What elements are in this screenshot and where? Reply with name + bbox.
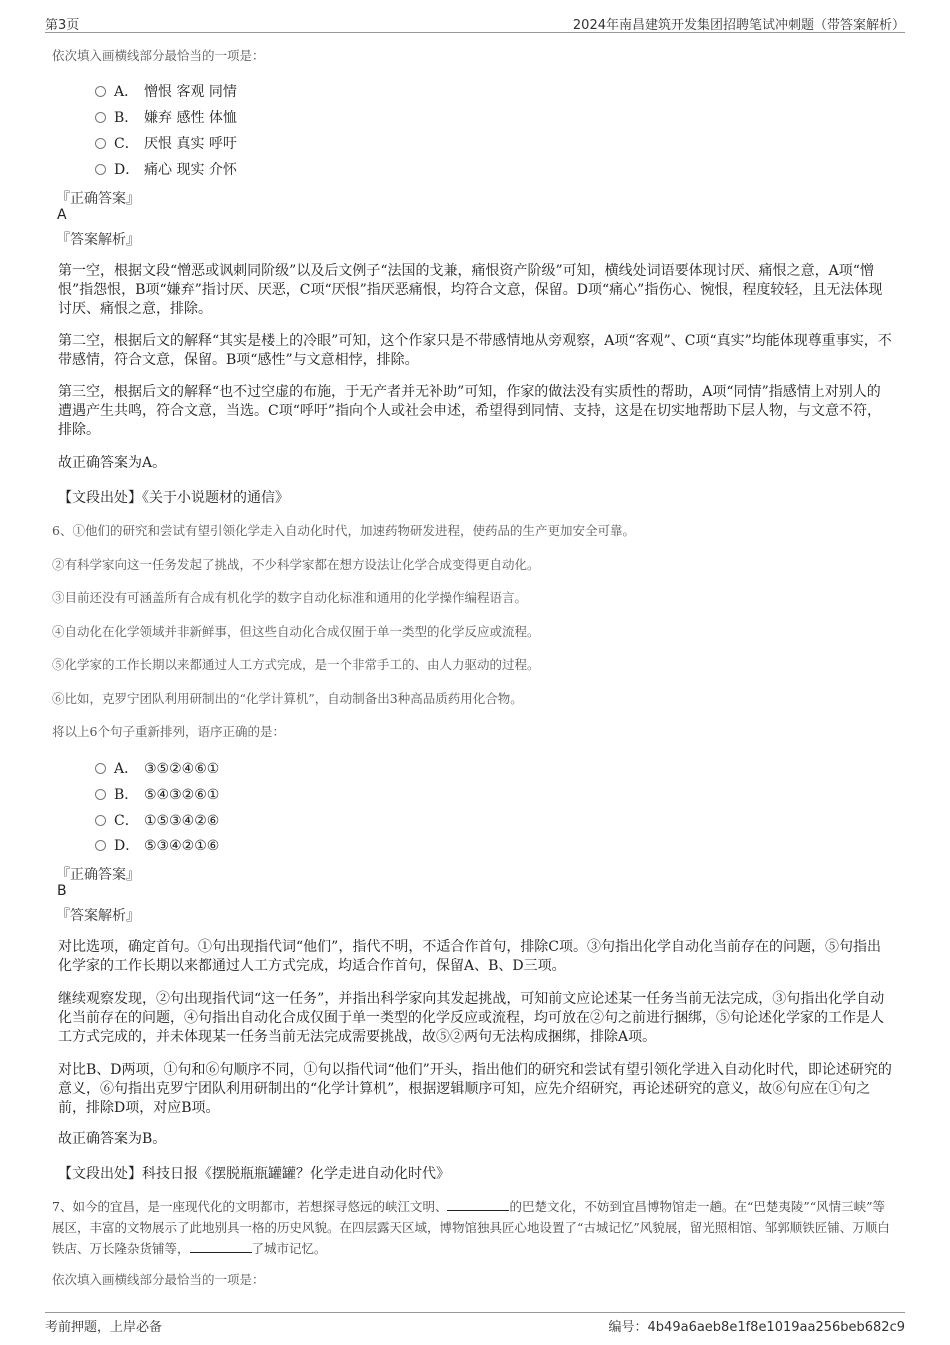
q7-prompt: 依次填入画横线部分最恰当的一项是： [52, 1272, 265, 1287]
q6-option-c[interactable]: C． ①⑤③④②⑥ [95, 811, 219, 831]
q5-analysis-paragraph: 第三空，根据后文的解释“也不过空虚的布施，于无产者并无补助”可知，作家的做法没有实质性的帮助，A项“同情”指感情上对别人的遭遇产生共鸣，符合文意，当选。C项“呼吁”指向个人或社会申述，希望得到同情、支持，这是在切实地帮助下层人物，与文意不符，排除。 [58, 384, 882, 438]
radio-icon[interactable] [95, 86, 106, 97]
q6-answer: B [57, 883, 67, 899]
q6-sentence-2: ②有科学家向这一任务发起了挑战，不少科学家都在想方设法让化学合成变得更自动化。 [52, 557, 540, 572]
q7-blank-1 [447, 1198, 509, 1211]
q5-analysis-label: 『答案解析』 [56, 232, 140, 248]
q5-conclusion: 故正确答案为A。 [58, 455, 167, 471]
q6-option-d[interactable]: D． ⑤③④②①⑥ [95, 836, 219, 856]
q5-answer: A [57, 207, 67, 223]
document-id: 编号：4b49a6aeb8e1f8e1019aa256beb682c9 [608, 1320, 905, 1335]
q6-answer-label: 『正确答案』 [56, 867, 140, 883]
q6-analysis-paragraph: 对比选项，确定首句。①句出现指代词“他们”，指代不明，不适合作首句，排除C项。③句指出化学自动化当前存在的问题，⑤句指出化学家的工作长期以来都通过人工方式完成，均适合作首句，保留A、B、D三项。 [58, 939, 882, 974]
q6-sentence-1: 6、①他们的研究和尝试有望引领化学走入自动化时代，加速药物研发进程，使药品的生产更加安全可靠。 [52, 523, 635, 538]
page-number: 第3页 [45, 18, 80, 33]
q5-answer-label: 『正确答案』 [56, 191, 140, 207]
radio-icon[interactable] [95, 112, 106, 123]
q5-analysis-paragraph: 第一空，根据文段“憎恶或讽刺同阶级”以及后文例子“法国的戈兼，痛恨资产阶级”可知，横线处词语要体现讨厌、痛恨之意，A项“憎恨”指怨恨，B项“嫌弃”指讨厌、厌恶，C项“厌恨”指厌恶痛恨，均符合文意，保留。D项“痛心”指伤心、惋恨，程度较轻，且无法体现讨厌、痛恨之意，排除。 [58, 263, 883, 317]
q6-sentence-3: ③目前还没有可涵盖所有合成有机化学的数字自动化标准和通用的化学操作编程语言。 [52, 590, 528, 605]
q5-prompt: 依次填入画横线部分最恰当的一项是： [52, 48, 265, 63]
q6-option-b[interactable]: B． ⑤④③②⑥① [95, 785, 219, 805]
q5-option-d[interactable]: D． 痛心 现实 介怀 [95, 160, 237, 180]
q5-option-a[interactable]: A． 憎恨 客观 同情 [95, 82, 237, 102]
q6-source: 【文段出处】科技日报《摆脱瓶瓶罐罐？化学走进自动化时代》 [58, 1166, 450, 1182]
radio-icon[interactable] [95, 789, 106, 800]
footer-slogan: 考前押题，上岸必备 [45, 1320, 163, 1335]
page-header [45, 12, 905, 33]
q7-blank-2 [190, 1240, 252, 1253]
q7-number: 7、 [52, 1199, 73, 1214]
q7-text: 7、如今的宜昌，是一座现代化的文明都市，若想探寻悠远的峡江文明、 的巴楚文化，不妨到宜昌博物馆走一趟。在“巴楚夷陵”“风情三峡”等展区，丰富的文物展示了此地别具一格的历史风貌。在四层露天区域，博物馆独具匠心地设置了“古城记忆”风貌展，留光照相馆、邹郭顺铁匠铺、万顺白铁店、万长隆杂货铺等， 了城市记忆。 [52, 1199, 890, 1256]
q5-source: 【文段出处】《关于小说题材的通信》 [58, 490, 289, 506]
q6-analysis-paragraph: 对比B、D两项，①句和⑥句顺序不同，①句以指代词“他们”开头，指出他们的研究和尝试有望引领化学进入自动化时代，即论述研究的意义，⑥句指出克罗宁团队利用研制出的“化学计算机”，根据逻辑顺序可知，应先介绍研究，再论述研究的意义，故⑥句应在①句之前，排除D项，对应B项。 [58, 1062, 892, 1116]
radio-icon[interactable] [95, 138, 106, 149]
radio-icon[interactable] [95, 763, 106, 774]
q5-analysis-paragraph: 第二空，根据后文的解释“其实是楼上的冷眼”可知，这个作家只是不带感情地从旁观察，A项“客观”、C项“真实”均能体现尊重事实，不带感情，符合文意，保留。B项“感性”与文意相悖，排除。 [58, 333, 892, 368]
q6-sentence-4: ④自动化在化学领域并非新鲜事，但这些自动化合成仅囿于单一类型的化学反应或流程。 [52, 624, 540, 639]
radio-icon[interactable] [95, 840, 106, 851]
q6-sentence-6: ⑥比如，克罗宁团队利用研制出的“化学计算机”，自动制备出3种高品质药用化合物。 [52, 691, 523, 706]
radio-icon[interactable] [95, 164, 106, 175]
q5-option-c[interactable]: C． 厌恨 真实 呼吁 [95, 134, 237, 154]
q6-prompt: 将以上6个句子重新排列，语序正确的是： [52, 724, 285, 739]
q6-analysis-label: 『答案解析』 [56, 908, 140, 924]
document-title: 2024年南昌建筑开发集团招聘笔试冲刺题（带答案解析） [572, 18, 905, 33]
q6-sentence-5: ⑤化学家的工作长期以来都通过人工方式完成，是一个非常手工的、由人力驱动的过程。 [52, 657, 540, 672]
q6-option-a[interactable]: A． ③⑤②④⑥① [95, 759, 219, 779]
q6-number: 6、 [52, 523, 73, 538]
radio-icon[interactable] [95, 815, 106, 826]
q6-conclusion: 故正确答案为B。 [58, 1131, 167, 1147]
page-footer [45, 1312, 905, 1337]
q6-analysis-paragraph: 继续观察发现，②句出现指代词“这一任务”，并指出科学家向其发起挑战，可知前文应论述某一任务当前无法完成，③句指出化学自动化当前存在的问题，④句指出自动化合成仅囿于单一类型的化学反应或流程，均可放在②句之前进行捆绑，⑤句论述化学家的工作是人工方式完成的，并未体现某一任务当前无法完成需要挑战，故⑤②两句无法构成捆绑，排除A项。 [58, 991, 885, 1045]
q5-option-b[interactable]: B． 嫌弃 感性 体恤 [95, 108, 237, 128]
